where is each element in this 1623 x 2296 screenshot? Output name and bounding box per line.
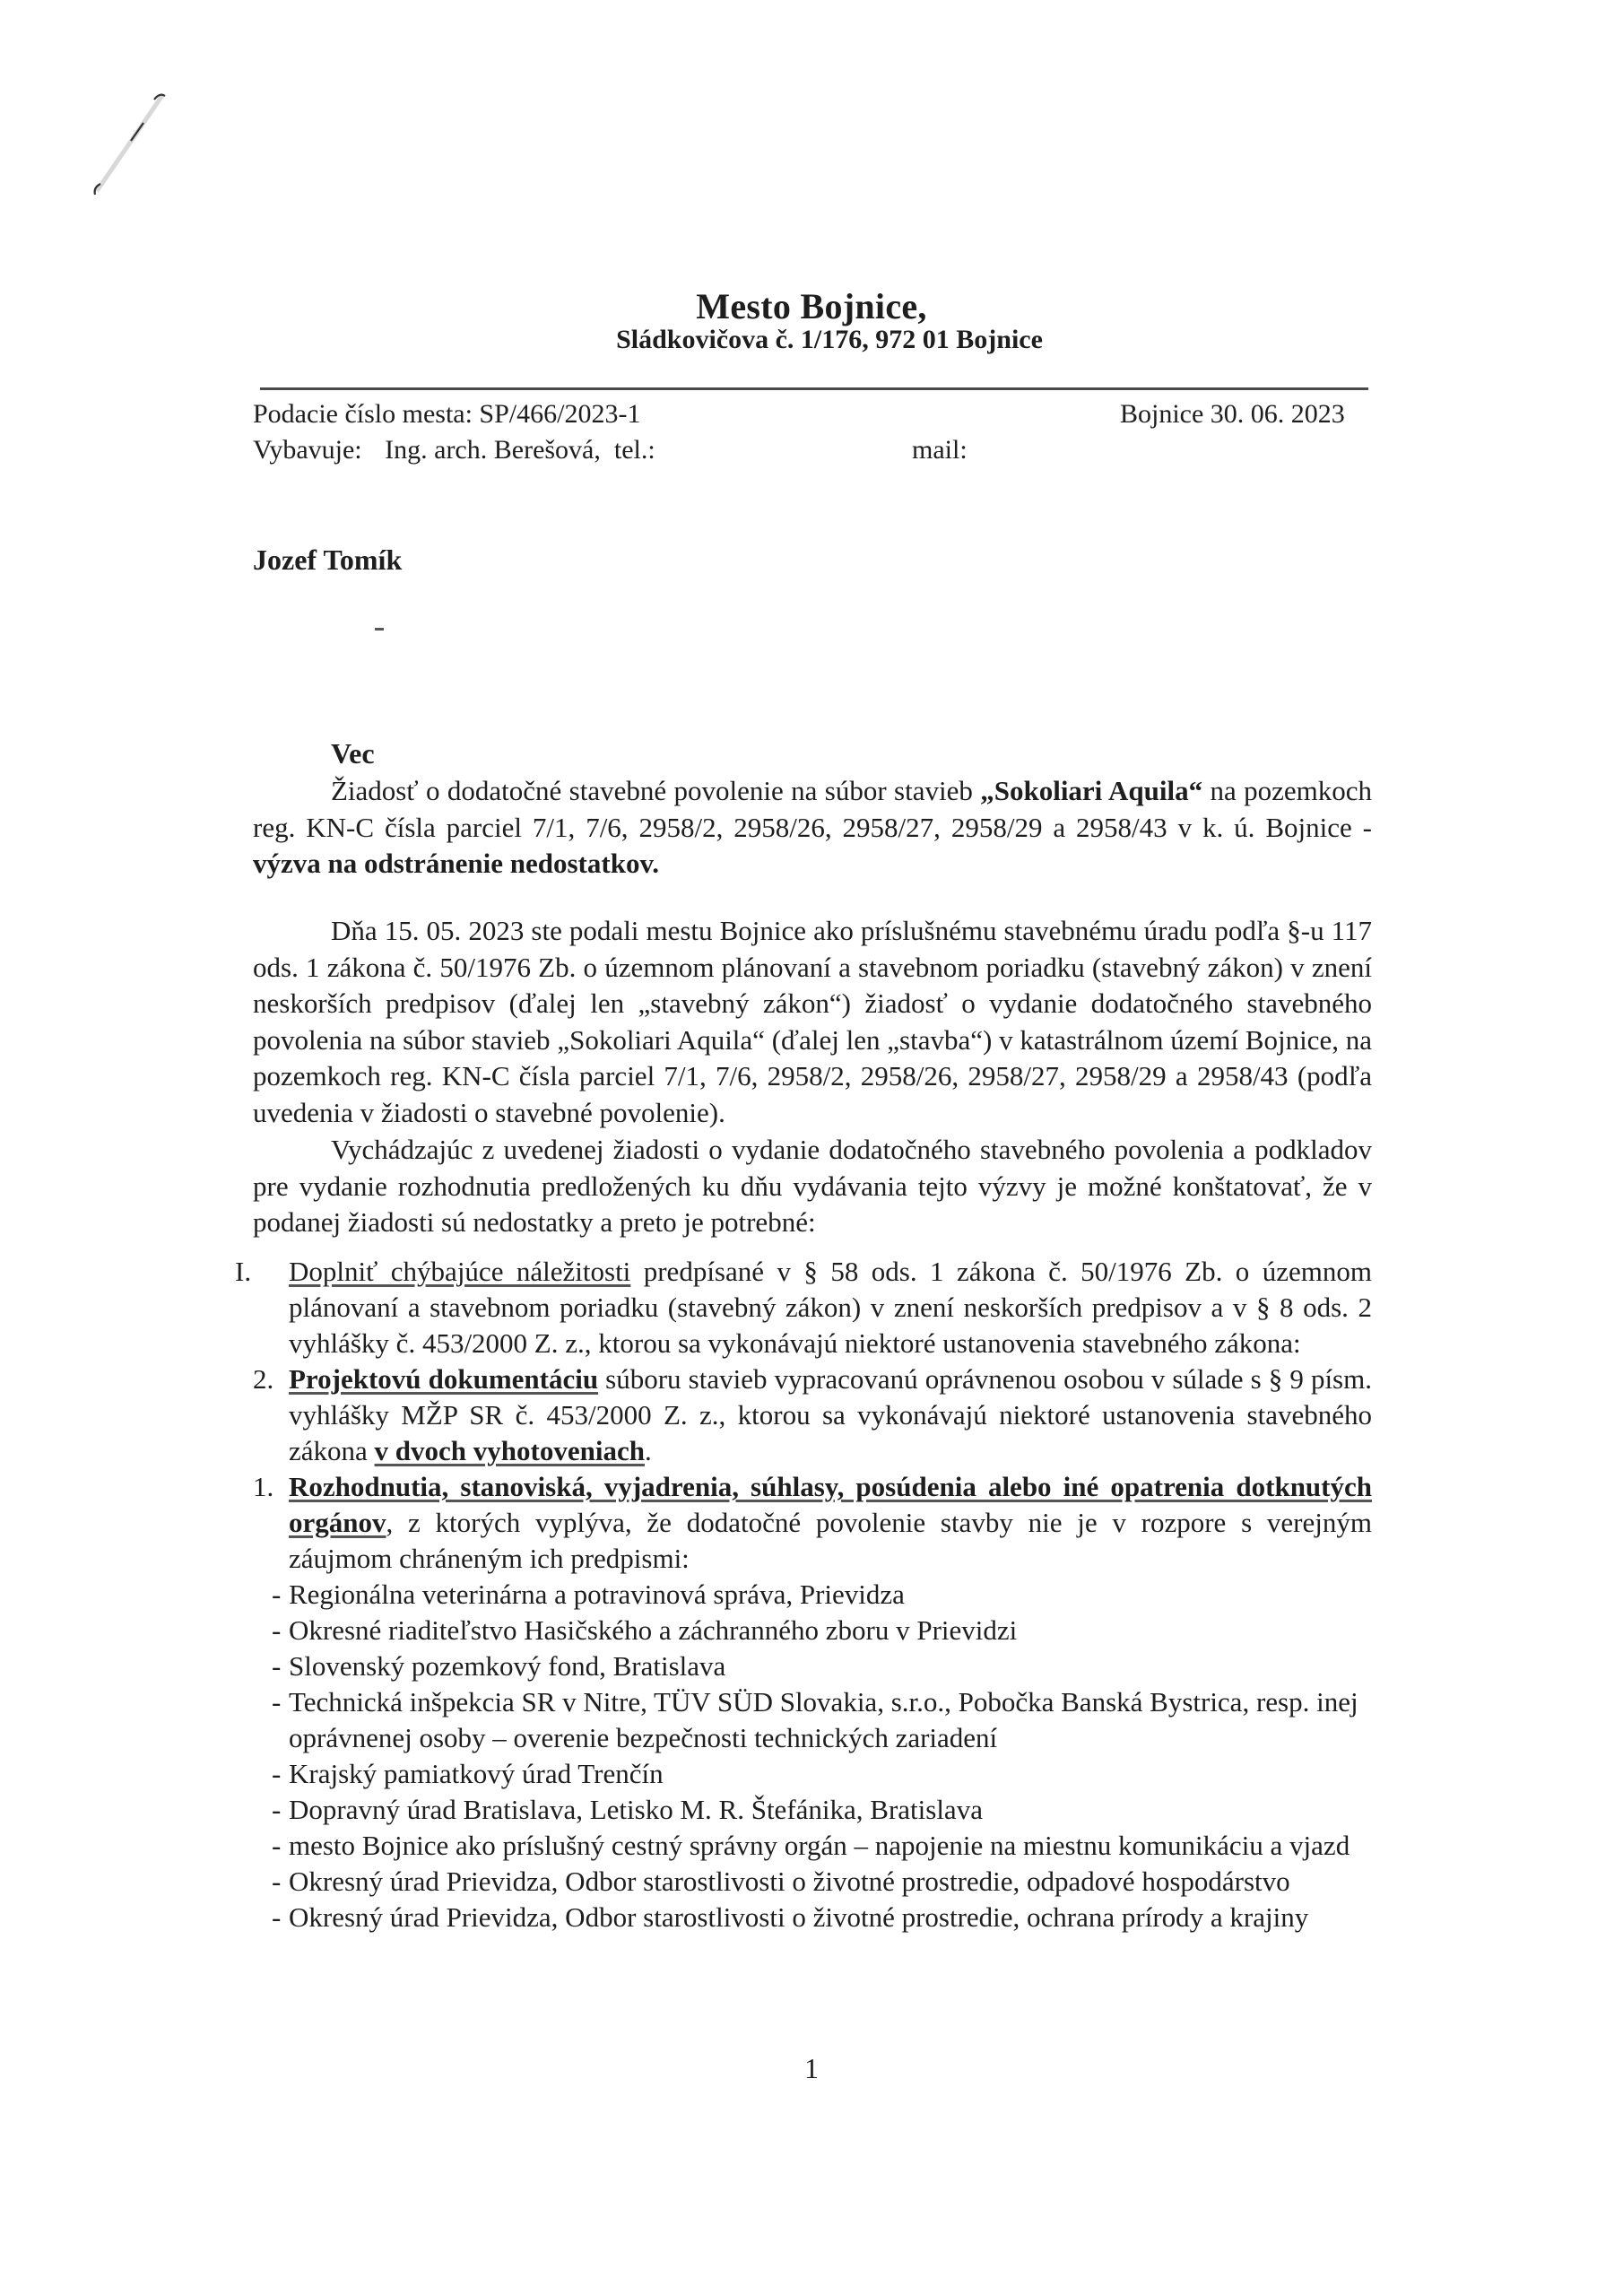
list-marker: 1. <box>253 1471 274 1502</box>
subject-call-to-action: výzva na odstránenie nedostatkov. <box>253 848 659 879</box>
handler-label: Vybavuje: <box>253 435 362 465</box>
dash-bullet: - <box>272 1650 282 1682</box>
list-marker: I. <box>235 1256 252 1287</box>
dash-bullet: - <box>272 1830 282 1861</box>
handler-name: Ing. arch. Berešová, <box>385 435 601 465</box>
requirement-text: súboru stavieb vypracovanú oprávnenou osobou v súlade s § 9 písm. vyhlášky MŽP SR č. 453/2000 Z. z., ktorou sa vykonávajú niektoré ustanovenia stavebného zákona <box>289 1363 1372 1466</box>
dash-bullet: - <box>272 1614 282 1646</box>
requirement-item <box>233 1469 1372 1577</box>
authority-item <box>233 1577 1372 1613</box>
authority-name: Technická inšpekcia SR v Nitre, TÜV SÜD Slovakia, s.r.o., Pobočka Banská Bystrica, resp. inej oprávnenej osoby – overenie bezpečnosti technických zariadení <box>289 1686 1358 1753</box>
dash-bullet: - <box>272 1901 282 1933</box>
authority-item <box>233 1792 1372 1828</box>
authority-name: mesto Bojnice ako príslušný cestný správny orgán – napojenie na miestnu komunikáciu a vjazd <box>289 1830 1350 1861</box>
authority-name: Regionálna veterinárna a potravinová správa, Prievidza <box>289 1578 905 1610</box>
subject-block <box>253 773 1372 883</box>
dash-bullet: - <box>272 1758 282 1789</box>
authority-item <box>233 1900 1372 1935</box>
letterhead-title: Mesto Bojnice, <box>696 286 927 326</box>
handler-line <box>253 434 655 466</box>
handwritten-mark-icon <box>90 85 170 202</box>
authority-name: Okresný úrad Prievidza, Odbor starostlivosti o životné prostredie, ochrana prírody a krajiny <box>289 1901 1309 1933</box>
page-number: 1 <box>804 2052 819 2084</box>
mail-label: mail: <box>912 435 968 465</box>
project-name: „Sokoliari Aquila“ <box>980 775 1203 806</box>
authority-name: Krajský pamiatkový úrad Trenčín <box>289 1758 664 1789</box>
redaction-mark <box>375 628 384 631</box>
letterhead-address: Sládkovičova č. 1/176, 972 01 Bojnice <box>616 325 1043 354</box>
authority-name: Okresné riaditeľstvo Hasičského a záchranného zboru v Prievidzi <box>289 1614 1018 1646</box>
requirement-title: Rozhodnutia, stanoviská, vyjadrenia, súhlasy, posúdenia alebo iné opatrenia dotknutých orgánov <box>289 1471 1372 1538</box>
list-marker: 2. <box>253 1363 274 1395</box>
authority-item <box>233 1864 1372 1900</box>
requirement-title: Doplniť chýbajúce náležitosti <box>289 1256 631 1287</box>
dash-bullet: - <box>272 1686 282 1718</box>
authority-name: Slovenský pozemkový fond, Bratislava <box>289 1650 726 1682</box>
authority-item <box>233 1756 1372 1792</box>
requirement-text-end: . <box>644 1435 652 1466</box>
subject-prefix: Žiadosť o dodatočné stavebné povolenie na súbor stavieb <box>331 775 981 806</box>
requirement-text: , z ktorých vyplýva, že dodatočné povolenie stavby nie je v rozpore s verejným záujmom chráneným ich predpismi: <box>289 1507 1372 1574</box>
reference-number: Podacie číslo mesta: SP/466/2023-1 <box>253 399 641 429</box>
dash-bullet: - <box>272 1578 282 1610</box>
recipient-name: Jozef Tomík <box>253 544 403 576</box>
authority-name: Okresný úrad Prievidza, Odbor starostlivosti o životné prostredie, odpadové hospodárstvo <box>289 1866 1290 1897</box>
authority-item <box>233 1613 1372 1648</box>
authority-name: Dopravný úrad Bratislava, Letisko M. R. Štefánika, Bratislava <box>289 1794 983 1825</box>
authorities-list <box>233 1577 1372 1935</box>
body-paragraph-2 <box>253 1132 1372 1241</box>
dash-bullet: - <box>272 1866 282 1897</box>
body-paragraph-1 <box>253 913 1372 1131</box>
requirement-emphasis: v dvoch vyhotoveniach <box>374 1435 645 1466</box>
paragraph-text: Dňa 15. 05. 2023 ste podali mestu Bojnice ako príslušnému stavebnému úradu podľa §-u 117 ods. 1 zákona č. 50/1976 Zb. o územnom plánovaní a stavebnom poriadku (stavebný zákon) v znení neskorších predpisov (ďalej len „stavebný zákon“) žiadosť o vydanie dodatočného stavebného povolenia na súbor stavieb „Sokoliari Aquila“ (ďalej len „stavba“) v katastrálnom území Bojnice, na pozemkoch reg. KN-C čísla parciel 7/1, 7/6, 2958/2, 2958/26, 2958/27, 2958/29 a 2958/43 (podľa uvedenia v žiadosti o stavebné povolenie). <box>253 915 1372 1128</box>
tel-label: tel.: <box>613 435 655 465</box>
authority-item <box>233 1648 1372 1684</box>
requirement-title: Projektovú dokumentáciu <box>289 1363 599 1395</box>
authority-item <box>233 1684 1372 1756</box>
requirements-list <box>233 1254 1372 1935</box>
paragraph-text: Vychádzajúc z uvedenej žiadosti o vydanie dodatočného stavebného povolenia a podkladov pre vydanie rozhodnutia predložených ku dňu vydávania tejto výzvy je možné konštatovať, že v podanej žiadosti sú nedostatky a preto je potrebné: <box>253 1134 1372 1238</box>
requirement-item <box>233 1254 1372 1361</box>
document-date: Bojnice 30. 06. 2023 <box>1120 399 1345 429</box>
authority-item <box>233 1828 1372 1864</box>
subject-middle: na pozemkoch reg. KN-C čísla parciel 7/1, 7/6, 2958/2, 2958/26, 2958/27, 2958/29 a 2958/43 v k. ú. Bojnice - <box>253 775 1372 843</box>
requirement-item <box>233 1361 1372 1469</box>
header-divider <box>260 387 1368 390</box>
subject-text <box>253 773 1372 883</box>
dash-bullet: - <box>272 1794 282 1825</box>
subject-heading: Vec <box>331 737 375 770</box>
requirement-text: predpísané v § 58 ods. 1 zákona č. 50/1976 Zb. o územnom plánovaní a stavebnom poriadku (stavebný zákon) v znení neskorších predpisov a v § 8 ods. 2 vyhlášky č. 453/2000 Z. z., ktorou sa vykonávajú niektoré ustanovenia stavebného zákona: <box>289 1256 1372 1359</box>
